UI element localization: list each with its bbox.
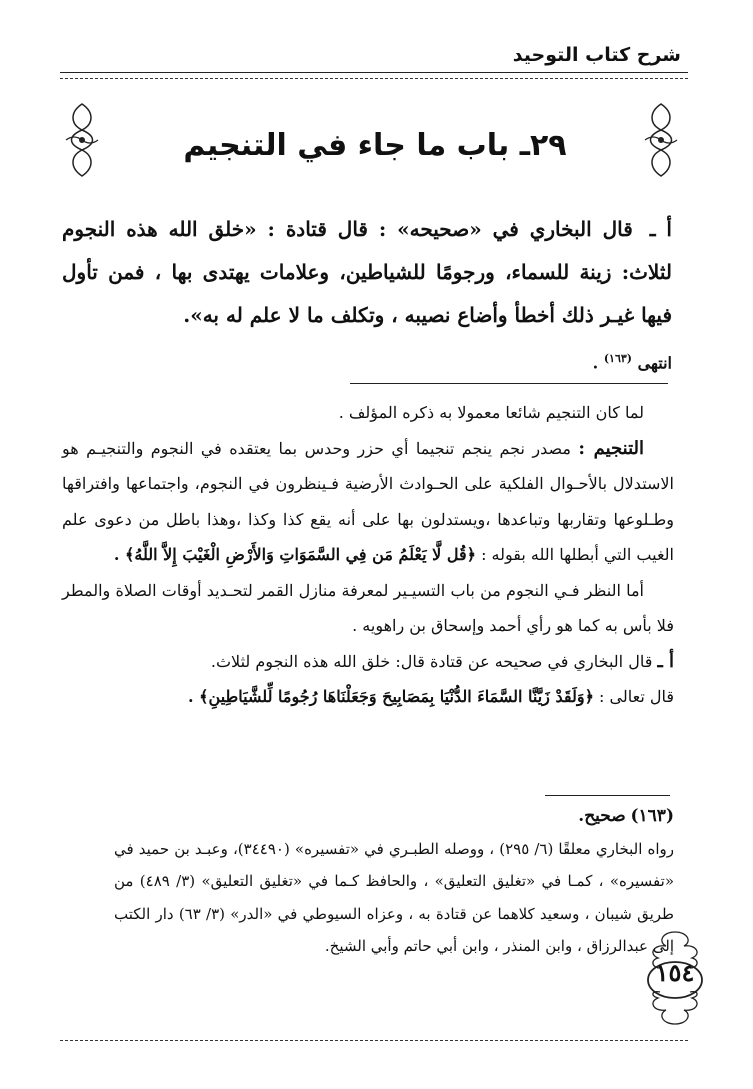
quote-footnote-ref: (١٦٣) [603,352,632,365]
tasyir-paragraph: أما النظر فـي النجوم من باب التسيـير لمعرفة منازل القمر لتحـديد أوقات الصلاة والمطر فلا بأس به كما هو رأي أحمد وإسحاق بن راهويه . [62,580,674,635]
point-label: أ ـ [657,650,674,672]
running-header-title: شرح كتاب التوحيد [512,44,681,66]
header-rule [60,72,688,73]
quote-end-dot: . [592,353,599,373]
footnote-grade: صحيح. [578,806,626,826]
ayah2-intro: قال تعالى : [599,687,674,706]
floral-ornament-icon [641,100,681,180]
chapter-title: ٢٩ـ باب ما جاء في التنجيم [183,128,567,163]
commentary-definition-paragraph [62,431,674,573]
footnote-heading [62,800,674,833]
commentary-intro: لما كان التنجيم شائعا معمولا به ذكره المؤلف . [338,403,644,422]
term-keyword: التنجيم : [578,437,644,459]
term-definition: مصدر نجم ينجم تنجيما أي حزر وحدس بما يعتقده في النجوم والتنجيـم هو الاستدلال بالأحـوال الفلكية على الحـوادث الأرضية فـينظرون في النجوم، واجتماعها وافتراقها وطـلوعها وتقاربها وتباعدها ،ويستدلون بها على أنه يقع كذا وكذا ،وهذا باطل من دعوى علم الغيب التي أبطلها الله بقوله : [62,438,674,564]
quran-verse: ﴿وَلَقَدْ زَيَّنَّا السَّمَاءَ الدُّنْيَا بِمَصَابِيحَ وَجَعَلْنَاهَا رُجُومًا لِّلشَّيَاطِينِ﴾ . [188,687,594,706]
quran-verse: ﴿قُل لَّا يَعْلَمُ مَن فِي السَّمَوَاتِ وَالأَرْضِ الْغَيْبَ إِلاَّ اللَّهُ﴾ . [113,545,476,564]
footer-dashed-rule [60,1040,688,1041]
quote-block [62,208,672,384]
quote-text: قال البخاري في «صحيحه» : قال قتادة : «خلق الله هذه النجوم لثلاث: زينة للسماء، ورجومًا للشياطين، وعلامات يهتدى بها ، فمن تأول فيها غيـر ذلك أخطأ وأضاع نصيبه ، وتكلف ما لا علم له به». [62,217,672,327]
point-paragraph [62,644,674,680]
footnote-separator [545,795,670,796]
quote-separator [350,383,668,384]
quote-label: أ ـ [649,217,672,241]
footnote-number: (١٦٣) [630,806,674,826]
page-number: ١٥٤ [655,958,695,987]
floral-ornament-icon [62,100,102,180]
footnote [62,800,674,963]
commentary [62,395,674,715]
quote-ending [62,337,672,384]
footnote-text: رواه البخاري معلقًا (٦/ ٢٩٥) ، ووصله الطبـري في «تفسيره» (٣٤٤٩٠)، وعبـد بن حميد في «تفسيره» ، كمـا في «تغليق التعليق» ، والحافظ كـما في «تغليق التعليق» (٣/ ٤٨٩) من طريق شيبان ، وسعيد كلاهما عن قتادة به ، وعزاه السيوطي في «الدر» (٣/ ٦٣) دار الكتب إلى عبدالرزاق ، وابن المنذر ، وابن أبي حاتم وأبي الشيخ. [114,839,674,955]
ayah2-paragraph [62,679,674,715]
quote-ending-word: انتهى [637,353,672,373]
header-dashed-rule [60,78,688,79]
point-text: قال البخاري في صحيحه عن قتادة قال: خلق الله هذه النجوم لثلاث. [210,651,653,671]
